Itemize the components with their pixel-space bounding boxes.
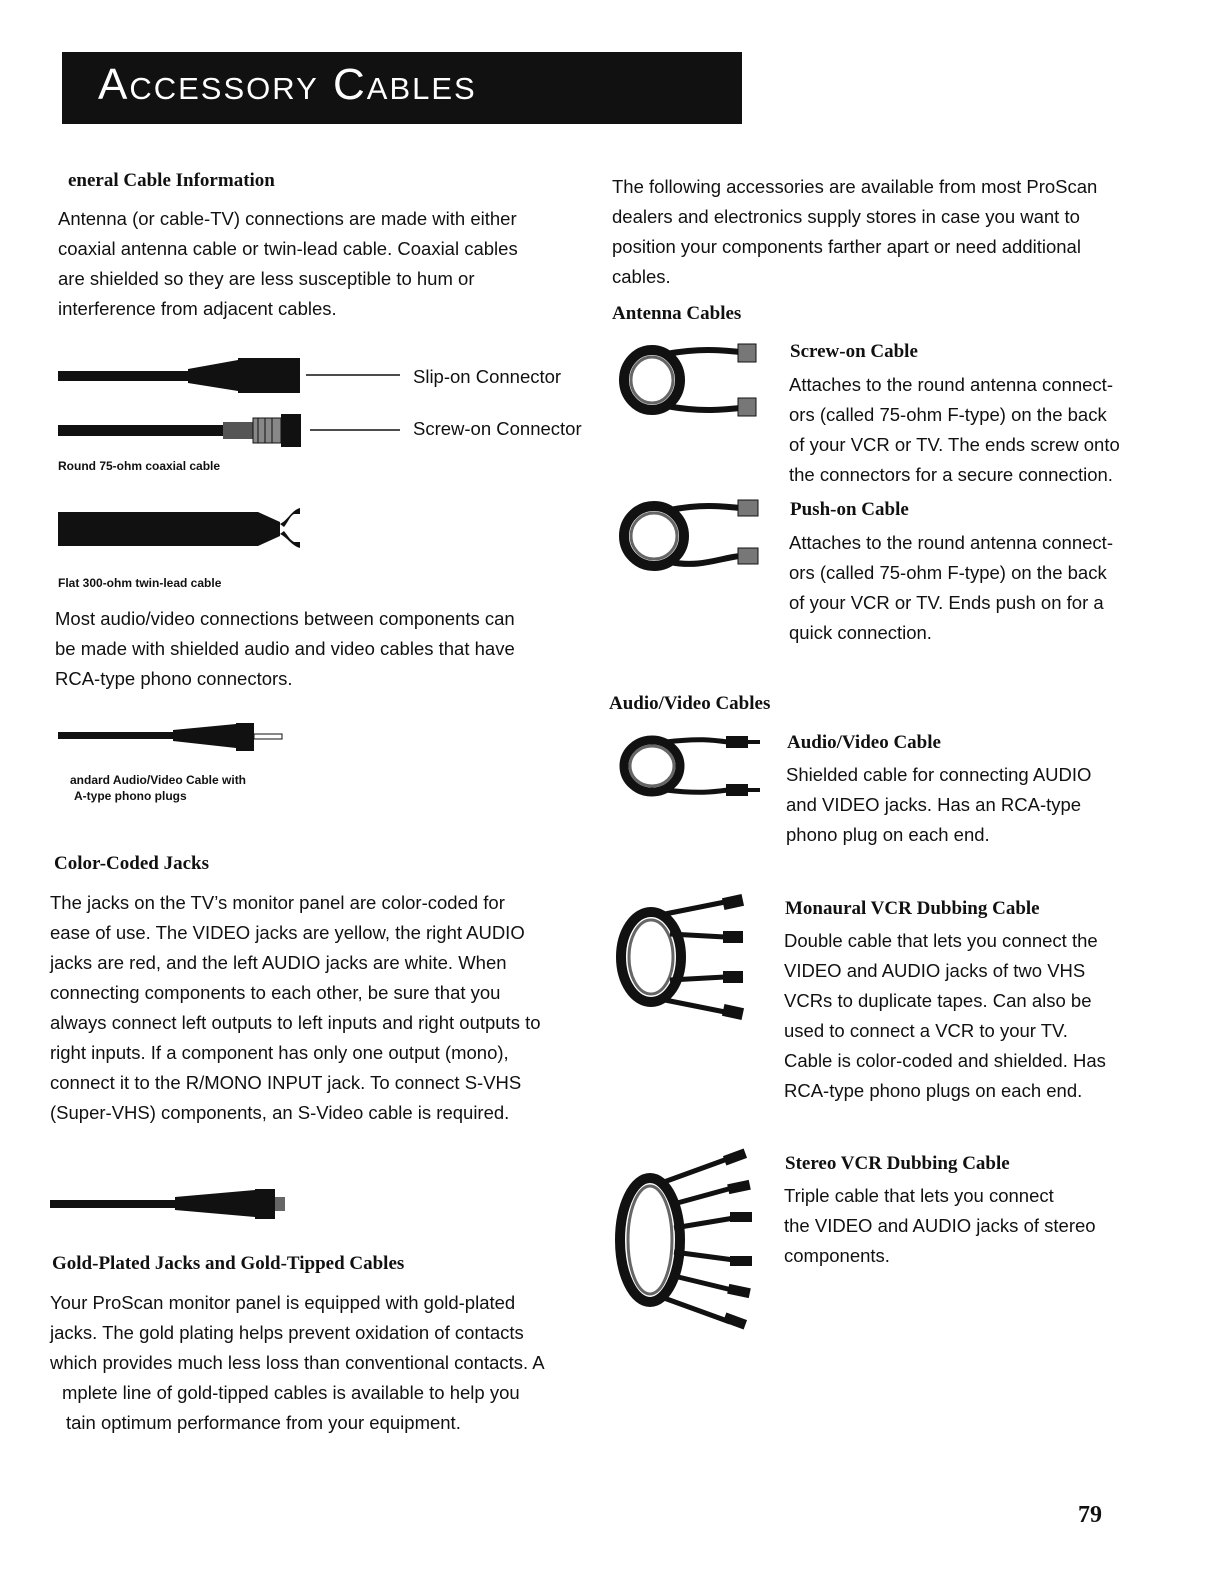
screw-on-cable-description	[789, 370, 1169, 490]
stereo-dubbing-cable-title: Stereo VCR Dubbing Cable	[785, 1153, 1010, 1174]
av-cable-illustration	[58, 720, 298, 754]
av-cable-title: Audio/Video Cable	[787, 732, 941, 753]
text-line: interference from adjacent cables.	[58, 298, 337, 319]
intro-paragraph	[612, 172, 1152, 292]
text-line: Cable is color-coded and shielded. Has	[784, 1050, 1106, 1071]
text-line: VIDEO and AUDIO jacks of two VHS	[784, 960, 1086, 981]
text-line: used to connect a VCR to your TV.	[784, 1020, 1068, 1041]
page-number: 79	[1078, 1502, 1102, 1528]
text-line: ors (called 75-ohm F-type) on the back	[789, 562, 1107, 583]
text-line: tain optimum performance from your equipment.	[66, 1412, 461, 1433]
round-cable-caption: Round 75-ohm coaxial cable	[58, 459, 221, 473]
slip-on-label: Slip-on Connector	[413, 366, 562, 387]
general-heading: eneral Cable Information	[68, 170, 275, 191]
push-on-cable-title: Push-on Cable	[790, 499, 909, 520]
screw-on-cable-coil-illustration	[620, 340, 765, 420]
text-line: quick connection.	[789, 622, 932, 643]
s-video-cable-illustration	[50, 1185, 290, 1225]
text-line: mplete line of gold-tipped cables is available to help you	[62, 1382, 520, 1403]
text-line: Antenna (or cable-TV) connections are made with either	[58, 208, 517, 229]
text-line: (Super-VHS) components, an S-Video cable is required.	[50, 1102, 510, 1123]
text-line: Your ProScan monitor panel is equipped with gold-plated	[50, 1292, 516, 1313]
mono-dubbing-cable-illustration	[615, 892, 765, 1022]
text-line: coaxial antenna cable or twin-lead cable. Coaxial cables	[58, 238, 518, 259]
stereo-dubbing-cable-description	[784, 1181, 1164, 1271]
caption-line: andard Audio/Video Cable with	[70, 773, 247, 787]
av-intro-paragraph	[55, 604, 575, 694]
flat-cable-caption: Flat 300-ohm twin-lead cable	[58, 576, 222, 590]
text-line: the connectors for a secure connection.	[789, 464, 1113, 485]
antenna-cables-heading: Antenna Cables	[612, 303, 742, 324]
twin-lead-cable-illustration	[58, 500, 318, 560]
mono-dubbing-cable-title: Monaural VCR Dubbing Cable	[785, 898, 1040, 919]
color-coded-paragraph	[50, 888, 590, 1128]
av-cable-caption	[60, 772, 246, 804]
text-line: The following accessories are available from most ProScan	[612, 176, 1098, 197]
text-line: the VIDEO and AUDIO jacks of stereo	[784, 1215, 1096, 1236]
stereo-dubbing-cable-illustration	[612, 1150, 762, 1330]
text-line: right inputs. If a component has only one output (mono),	[50, 1042, 509, 1063]
text-line: ors (called 75-ohm F-type) on the back	[789, 404, 1107, 425]
av-cables-heading: Audio/Video Cables	[609, 693, 771, 714]
av-cable-description	[786, 760, 1166, 850]
screw-on-cable-title: Screw-on Cable	[790, 341, 918, 362]
text-line: ease of use. The VIDEO jacks are yellow, the right AUDIO	[50, 922, 525, 943]
av-cable-coil-illustration	[618, 732, 763, 800]
text-line: RCA-type phono plugs on each end.	[784, 1080, 1083, 1101]
screw-on-cable-illustration	[58, 410, 418, 450]
gold-heading: Gold-Plated Jacks and Gold-Tipped Cables	[52, 1253, 405, 1274]
mono-dubbing-cable-description	[784, 926, 1164, 1106]
text-line: components.	[784, 1245, 890, 1266]
text-line: always connect left outputs to left inputs and right outputs to	[50, 1012, 541, 1033]
text-line: The jacks on the TV’s monitor panel are color-coded for	[50, 892, 505, 913]
text-line: VCRs to duplicate tapes. Can also be	[784, 990, 1092, 1011]
text-line: connecting components to each other, be sure that you	[50, 982, 501, 1003]
text-line: Double cable that lets you connect the	[784, 930, 1098, 951]
text-line: and VIDEO jacks. Has an RCA-type	[786, 794, 1082, 815]
text-line: cables.	[612, 266, 671, 287]
text-line: phono plug on each end.	[786, 824, 990, 845]
caption-line: A-type phono plugs	[74, 789, 187, 803]
text-line: are shielded so they are less susceptible to hum or	[58, 268, 475, 289]
text-line: of your VCR or TV. Ends push on for a	[789, 592, 1104, 613]
gold-paragraph	[50, 1288, 590, 1438]
text-line: Shielded cable for connecting AUDIO	[786, 764, 1092, 785]
slip-on-cable-illustration	[58, 355, 418, 395]
text-line: jacks. The gold plating helps prevent oxidation of contacts	[50, 1322, 524, 1343]
page-title: Accessory Cables	[98, 60, 477, 109]
text-line: be made with shielded audio and video cables that have	[55, 638, 515, 659]
text-line: jacks are red, and the left AUDIO jacks are white. When	[50, 952, 507, 973]
text-line: which provides much less loss than conventional contacts. A	[50, 1352, 545, 1373]
push-on-cable-coil-illustration	[620, 498, 765, 576]
text-line: Most audio/video connections between components can	[55, 608, 515, 629]
color-coded-heading: Color-Coded Jacks	[54, 853, 209, 874]
text-line: of your VCR or TV. The ends screw onto	[789, 434, 1120, 455]
text-line: Attaches to the round antenna connect-	[789, 532, 1113, 553]
text-line: Triple cable that lets you connect	[784, 1185, 1054, 1206]
general-paragraph	[58, 204, 578, 324]
text-line: dealers and electronics supply stores in case you want to	[612, 206, 1080, 227]
text-line: connect it to the R/MONO INPUT jack. To connect S-VHS	[50, 1072, 522, 1093]
text-line: position your components farther apart or need additional	[612, 236, 1081, 257]
push-on-cable-description	[789, 528, 1169, 648]
text-line: Attaches to the round antenna connect-	[789, 374, 1113, 395]
text-line: RCA-type phono connectors.	[55, 668, 293, 689]
screw-on-label: Screw-on Connector	[413, 418, 582, 439]
